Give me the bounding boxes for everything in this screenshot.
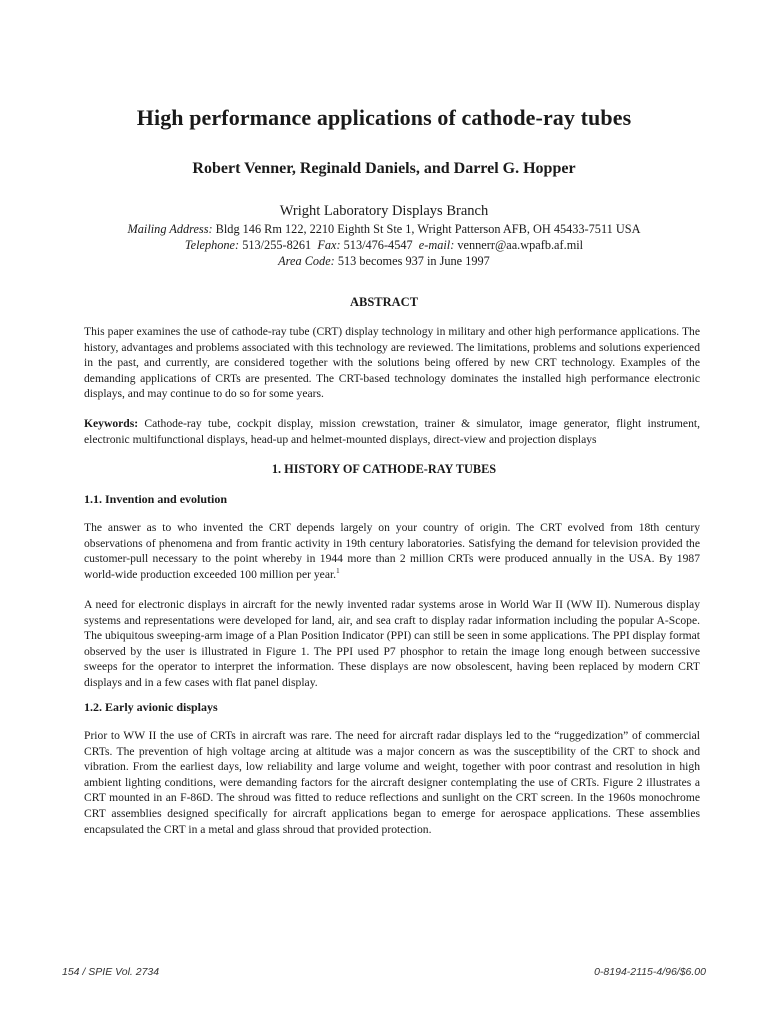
subsection-1-1-heading: 1.1. Invention and evolution <box>84 492 228 506</box>
fax-value: 513/476-4547 <box>343 238 413 252</box>
area-code-line <box>0 253 768 269</box>
mailing-address-line <box>0 221 768 237</box>
area-code-value: 513 becomes 937 in June 1997 <box>337 254 490 268</box>
fax-label: Fax: <box>317 238 341 252</box>
mailing-address-value: Bldg 146 Rm 122, 2210 Eighth St Ste 1, Wright Patterson AFB, OH 45433-7511 USA <box>215 222 641 236</box>
subsection-1-2-heading: 1.2. Early avionic displays <box>84 700 218 714</box>
affiliation: Wright Laboratory Displays Branch <box>279 203 489 219</box>
email-value: vennerr@aa.wpafb.af.mil <box>457 238 584 252</box>
reference-marker: 1 <box>336 566 340 575</box>
paragraph-radar-displays: A need for electronic displays in aircraft for the newly invented radar systems arose in World War II (WW II). Numerous display systems and representations were developed for land, air, and sea craft to display radar information including the popular A-Scope. The ubiquitous sweeping-arm image of a Plan Position Indicator (PPI) can still be seen in some applications. The PPI display format observed by the user is illustrated in Figure 1. The PPI used P7 phosphor to retain the image long enough between successive sweeps for the operator to interpret the information. These displays are now obsolescent, having been replaced by modern CRT displays and in a few cases with flat panel display. <box>84 598 700 689</box>
paper-title: High performance applications of cathode-ray tubes <box>136 105 632 130</box>
paragraph-invention-text: The answer as to who invented the CRT depends largely on your country of origin. The CRT evolved from 18th century observations of phenomena and from frantic activity in 19th century laboratories. Satisfying the demand for television provided the customer-pull necessary to the point whereby in 1944 more than 2 million CRTs were produced annually in the USA. By 1987 world-wide production exceeded 100 million per year. <box>84 521 700 581</box>
abstract-heading: ABSTRACT <box>349 295 419 309</box>
keywords-paragraph <box>84 416 700 447</box>
telephone-label: Telephone: <box>184 238 240 252</box>
footer-volume: 154 / SPIE Vol. 2734 <box>62 966 160 978</box>
telephone-value: 513/255-8261 <box>242 238 312 252</box>
keywords-text: Cathode-ray tube, cockpit display, mission crewstation, trainer & simulator, image generator, flight instrument, electronic multifunctional displays, head-up and helmet-mounted displays, direct-view and projection displays <box>84 417 700 446</box>
paragraph-invention <box>84 520 700 582</box>
section-1-heading: 1. HISTORY OF CATHODE-RAY TUBES <box>271 462 497 476</box>
author-list: Robert Venner, Reginald Daniels, and Darrel G. Hopper <box>192 160 576 177</box>
abstract-text: This paper examines the use of cathode-ray tube (CRT) display technology in military and other high performance applications. The history, advantages and problems associated with this technology are reviewed. The limitations, problems and solutions experienced in the past, and currently, are considered together with the solutions being offered by new CRT technology. Examples of the demanding applications of CRTs are presented. The CRT-based technology dominates the installed high performance electronic displays, and may continue to do so for some years. <box>84 325 700 401</box>
area-code-label: Area Code: <box>278 254 335 268</box>
footer-isbn: 0-8194-2115-4/96/$6.00 <box>594 966 706 978</box>
paragraph-early-avionics: Prior to WW II the use of CRTs in aircraft was rare. The need for aircraft radar displays led to the “ruggedization” of commercial CRTs. The prevention of high voltage arcing at altitude was a major concern as was the susceptibility of the CRT to shock and vibration. From the earliest days, low reliability and large volume and weight, together with poor contrast and resolution in high ambient lighting conditions, were demanding factors for the aircraft designer contemplating the use of CRTs. Figure 2 illustrates a CRT mounted in an F-86D. The shroud was fitted to reduce reflections and sunlight on the CRT screen. In the 1960s monochrome CRT assemblies designed specifically for aircraft applications began to emerge for aerospace applications. These assemblies encapsulated the CRT in a metal and glass shroud that provided protection. <box>84 729 700 836</box>
contact-line <box>0 237 768 253</box>
email-label: e-mail: <box>418 238 455 252</box>
mailing-address-label: Mailing Address: <box>127 222 213 236</box>
keywords-label: Keywords: <box>84 417 139 430</box>
